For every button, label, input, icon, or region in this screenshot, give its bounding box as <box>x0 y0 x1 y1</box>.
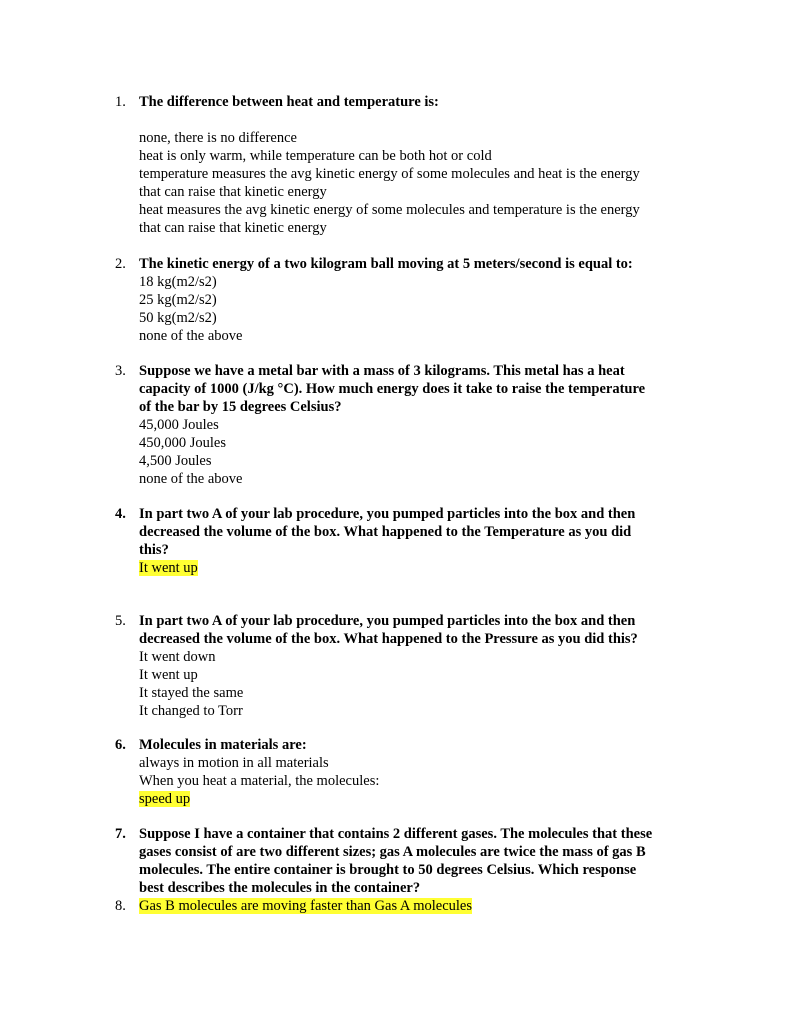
option-text: It stayed the same <box>139 685 244 701</box>
option-text: heat is only warm, while temperature can be both hot or cold <box>139 148 492 164</box>
option-text: When you heat a material, the molecules: <box>139 773 380 789</box>
option-text: none, there is no difference <box>139 130 297 146</box>
question-text: Suppose I have a container that contains 2 different gases. The molecules that these <box>139 826 653 842</box>
option-text: 45,000 Joules <box>139 417 219 433</box>
question-number: 6. <box>115 737 126 753</box>
option-text: 50 kg(m2/s2) <box>139 310 217 326</box>
question-text: decreased the volume of the box. What happened to the Temperature as you did <box>139 524 632 540</box>
question-text: gases consist of are two different sizes; gas A molecules are twice the mass of gas B <box>139 844 646 860</box>
option-text: temperature measures the avg kinetic energy of some molecules and heat is the energy <box>139 166 640 182</box>
question-text: The kinetic energy of a two kilogram ball moving at 5 meters/second is equal to: <box>139 256 633 272</box>
question-text: In part two A of your lab procedure, you pumped particles into the box and then <box>139 506 636 522</box>
question-text: best describes the molecules in the container? <box>139 880 421 896</box>
question-text: Molecules in materials are: <box>139 737 307 753</box>
answer-text: It went up <box>139 560 198 576</box>
question-text: decreased the volume of the box. What happened to the Pressure as you did this? <box>139 631 638 647</box>
answer-text: speed up <box>139 791 191 807</box>
option-text: 18 kg(m2/s2) <box>139 274 217 290</box>
option-text: heat measures the avg kinetic energy of some molecules and temperature is the energy <box>139 202 640 218</box>
option-text: that can raise that kinetic energy <box>139 184 327 200</box>
option-text: 4,500 Joules <box>139 453 212 469</box>
option-text: 450,000 Joules <box>139 435 226 451</box>
question-number: 4. <box>115 506 126 522</box>
option-text: It went down <box>139 649 216 665</box>
question-number: 1. <box>115 94 126 110</box>
option-text: 25 kg(m2/s2) <box>139 292 217 308</box>
highlighted-answer <box>139 897 472 915</box>
question-number: 3. <box>115 363 126 379</box>
highlighted-answer <box>139 790 190 808</box>
question-number: 7. <box>115 826 126 842</box>
question-text: this? <box>139 542 169 558</box>
option-text: none of the above <box>139 328 243 344</box>
question-text: In part two A of your lab procedure, you pumped particles into the box and then <box>139 613 636 629</box>
option-text: that can raise that kinetic energy <box>139 220 327 236</box>
option-text: It changed to Torr <box>139 703 243 719</box>
option-text: It went up <box>139 667 198 683</box>
option-text: none of the above <box>139 471 243 487</box>
answer-text: Gas B molecules are moving faster than Gas A molecules <box>139 898 473 914</box>
question-text: of the bar by 15 degrees Celsius? <box>139 399 342 415</box>
question-text: Suppose we have a metal bar with a mass of 3 kilograms. This metal has a heat <box>139 363 625 379</box>
highlighted-answer <box>139 559 198 577</box>
question-number: 2. <box>115 256 126 272</box>
question-text: The difference between heat and temperature is: <box>139 94 439 110</box>
question-text: molecules. The entire container is brought to 50 degrees Celsius. Which response <box>139 862 637 878</box>
question-number: 8. <box>115 898 126 914</box>
option-text: always in motion in all materials <box>139 755 329 771</box>
question-number: 5. <box>115 613 126 629</box>
question-text: capacity of 1000 (J/kg °C). How much energy does it take to raise the temperature <box>139 381 646 397</box>
